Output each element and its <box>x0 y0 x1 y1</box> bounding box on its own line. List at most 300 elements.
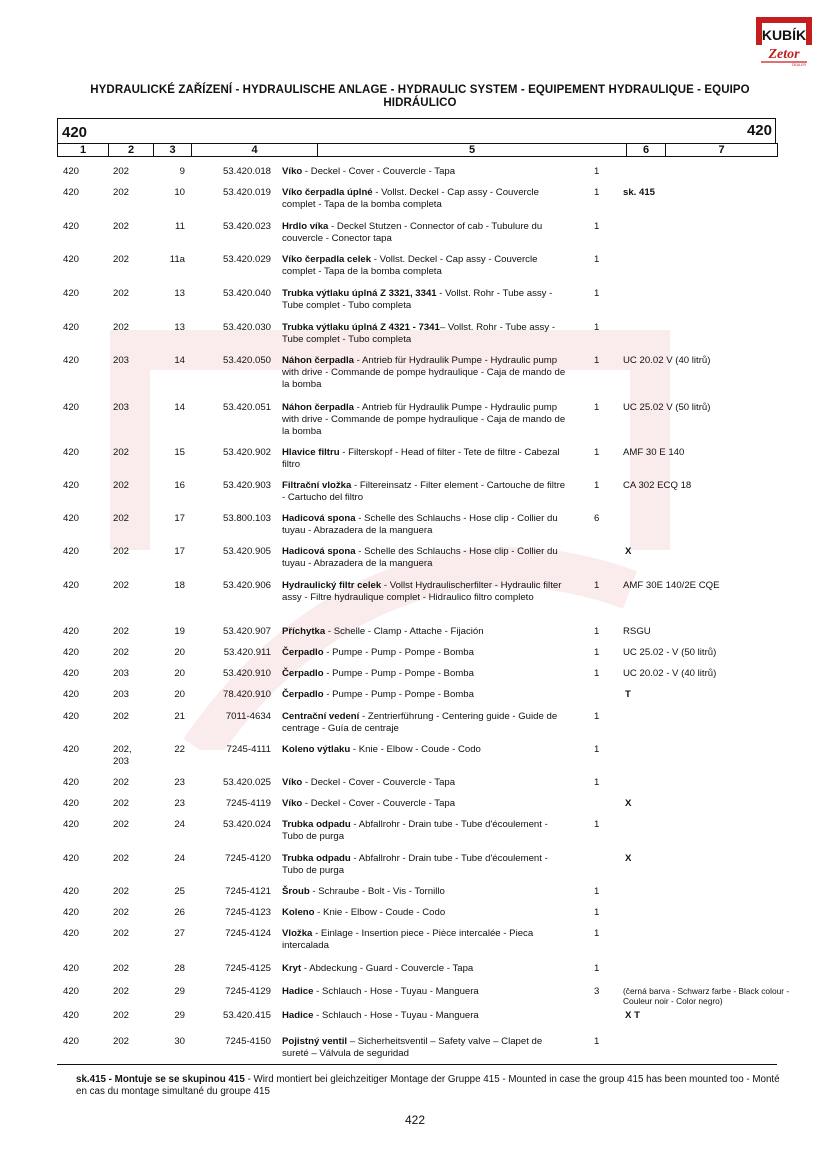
row-group: 420 <box>63 1036 80 1047</box>
footnote <box>76 1074 791 1098</box>
row-group: 420 <box>63 402 80 413</box>
row-subgroup: 202 <box>113 322 130 333</box>
row-quantity: 1 <box>594 626 600 637</box>
row-subgroup: 203 <box>113 689 130 700</box>
row-part-number: 53.420.910 <box>222 668 271 679</box>
row-description-translations: - Deckel - Cover - Couvercle - Tapa <box>302 166 456 177</box>
row-position: 20 <box>174 647 185 658</box>
row-subgroup: 202 <box>113 886 130 897</box>
group-number-left: 420 <box>62 124 88 141</box>
row-part-number: 7245-4123 <box>225 907 271 918</box>
row-group: 420 <box>63 689 80 700</box>
row-description <box>282 221 567 245</box>
row-quantity: 1 <box>594 744 600 755</box>
row-subgroup: 203 <box>113 668 130 679</box>
col-header-6: 6 <box>627 144 666 157</box>
footnote-bold: sk.415 - Montuje se se skupinou 415 <box>76 1074 245 1085</box>
row-part-number: 7245-4119 <box>225 798 271 809</box>
row-part-number: 78.420.910 <box>222 689 271 700</box>
row-description <box>282 288 567 312</box>
row-description-translations: - Pumpe - Pump - Pompe - Bomba <box>323 689 474 700</box>
table-row <box>57 187 777 213</box>
row-note: CA 302 ECQ 18 <box>623 480 692 491</box>
row-subgroup: 202 <box>113 166 130 177</box>
page-number: 422 <box>405 1113 426 1127</box>
row-group: 420 <box>63 447 80 458</box>
row-subgroup: 202 <box>113 187 130 198</box>
row-description-translations: - Vollst. Deckel - Cap assy - Couvercle complet - Tapa de la bomba completa <box>282 187 539 211</box>
col-header-7: 7 <box>666 144 778 157</box>
table-row <box>57 963 777 977</box>
row-description-translations: - Abdeckung - Guard - Couvercle - Tapa <box>301 963 474 974</box>
row-description <box>282 886 567 898</box>
row-group: 420 <box>63 513 80 524</box>
row-description-name: Hadicová spona <box>282 513 356 524</box>
row-description-name: Trubka odpadu <box>282 853 351 864</box>
table-row <box>57 1010 777 1024</box>
page-title: HYDRAULICKÉ ZAŘÍZENÍ - HYDRAULISCHE ANLAGE - HYDRAULIC SYSTEM - EQUIPEMENT HYDRAULIQUE - EQUIPO HIDRÁULICO <box>90 84 750 109</box>
table-row <box>57 254 777 280</box>
row-group: 420 <box>63 928 80 939</box>
col-header-4: 4 <box>192 144 318 157</box>
row-subgroup: 202 <box>113 580 130 591</box>
row-description <box>282 480 567 504</box>
table-row <box>57 986 790 1012</box>
row-group: 420 <box>63 480 80 491</box>
row-part-number: 7011-4634 <box>225 711 271 722</box>
row-description <box>282 513 567 537</box>
row-description-translations: - Schelle des Schlauchs - Hose clip - Collier du tuyau - Abrazadera de la manguera <box>282 513 558 537</box>
row-description-name: Trubka výtlaku úplná Z 3321, 3341 <box>282 288 437 299</box>
row-position: 11a <box>169 254 185 265</box>
row-position: 10 <box>174 187 185 198</box>
table-row <box>57 447 777 473</box>
row-part-number: 53.420.030 <box>222 322 271 333</box>
row-subgroup: 202 <box>113 928 130 939</box>
table-row <box>57 221 777 247</box>
row-part-number: 53.420.029 <box>222 254 271 265</box>
row-description <box>282 254 567 278</box>
row-subgroup: 202 <box>113 288 130 299</box>
row-note: sk. 415 <box>623 187 656 198</box>
row-description <box>282 668 567 680</box>
row-position: 17 <box>174 513 185 524</box>
row-subgroup: 202 <box>113 254 130 265</box>
row-description-translations: - Schlauch - Hose - Tuyau - Manguera <box>313 1010 479 1021</box>
row-description-name: Trubka odpadu <box>282 819 351 830</box>
row-group: 420 <box>63 963 80 974</box>
row-description <box>282 777 567 789</box>
row-description-translations: - Abfallrohr - Drain tube - Tube d'écoulement - Tubo de purga <box>282 819 548 843</box>
row-description <box>282 322 567 346</box>
row-quantity: 1 <box>594 907 600 918</box>
row-position: 22 <box>174 744 185 755</box>
row-part-number: 7245-4150 <box>225 1036 271 1047</box>
row-description-translations: - Filtereinsatz - Filter element - Cartouche de filtre - Cartucho del filtro <box>282 480 566 504</box>
row-position: 30 <box>174 1036 185 1047</box>
col-header-1: 1 <box>58 144 109 157</box>
row-subgroup: 202 <box>113 853 130 864</box>
row-description <box>282 580 567 604</box>
row-group: 420 <box>63 777 80 788</box>
row-description <box>282 986 567 998</box>
row-part-number: 53.420.903 <box>222 480 271 491</box>
row-description-name: Vložka <box>282 928 313 939</box>
row-description-name: Náhon čerpadla <box>282 402 354 413</box>
row-part-number: 53.420.024 <box>222 819 271 830</box>
row-position: 13 <box>174 322 185 333</box>
row-position: 29 <box>174 1010 185 1021</box>
row-quantity: 1 <box>594 447 600 458</box>
row-description <box>282 928 567 952</box>
table-row <box>57 886 777 900</box>
row-quantity: 1 <box>594 711 600 722</box>
table-row <box>57 907 777 921</box>
row-part-number: 7245-4124 <box>225 928 271 939</box>
row-position: 9 <box>179 166 185 177</box>
row-part-number: 53.420.023 <box>222 221 271 232</box>
row-quantity: 1 <box>594 322 600 333</box>
table-row <box>57 513 777 539</box>
row-note: T <box>625 689 631 700</box>
table-row <box>57 711 777 737</box>
row-description-translations: - Deckel - Cover - Couvercle - Tapa <box>302 777 456 788</box>
row-description-name: Příchytka <box>282 626 326 637</box>
row-part-number: 53.420.019 <box>222 187 271 198</box>
row-quantity: 1 <box>594 355 600 366</box>
col-header-2: 2 <box>109 144 154 157</box>
logo-brand: KUBÍK <box>761 27 807 43</box>
col-header-5: 5 <box>318 144 627 157</box>
row-part-number: 53.420.905 <box>222 546 271 557</box>
row-description-name: Koleno <box>282 907 315 918</box>
row-position: 18 <box>174 580 185 591</box>
row-description-name: Šroub <box>282 886 310 897</box>
row-position: 25 <box>174 886 185 897</box>
row-part-number: 7245-4129 <box>225 986 271 997</box>
row-description-name: Čerpadlo <box>282 668 324 679</box>
row-position: 20 <box>174 689 185 700</box>
row-part-number: 53.420.902 <box>222 447 271 458</box>
row-note: UC 25.02 V (50 litrů) <box>623 402 711 413</box>
row-description-translations: - Schraube - Bolt - Vis - Tornillo <box>309 886 445 897</box>
row-description-translations: - Knie - Elbow - Coude - Codo <box>350 744 481 755</box>
row-group: 420 <box>63 853 80 864</box>
row-description <box>282 447 567 471</box>
row-position: 14 <box>174 355 185 366</box>
row-note: X <box>625 546 632 557</box>
row-position: 11 <box>175 221 185 232</box>
row-description-translations: - Schelle - Clamp - Attache - Fijación <box>325 626 484 637</box>
row-description-translations: - Antrieb für Hydraulik Pumpe - Hydraulic pump with drive - Commande de pompe hydraulique - Caja de mando de la bomba <box>282 402 566 438</box>
row-description <box>282 711 567 735</box>
row-group: 420 <box>63 580 80 591</box>
row-quantity: 1 <box>594 166 600 177</box>
row-description-name: Hydraulický filtr celek <box>282 580 382 591</box>
row-subgroup: 202 <box>113 221 130 232</box>
row-description-translations: - Zentrierführung - Centering guide - Guide de centrage - Guía de centraje <box>282 711 558 735</box>
row-description <box>282 907 567 919</box>
row-description-translations: - Deckel Stutzen - Connector of cab - Tubulure du couvercle - Conector tapa <box>282 221 543 245</box>
row-group: 420 <box>63 355 80 366</box>
row-subgroup: 202 <box>113 711 130 722</box>
row-description-name: Víko čerpadla celek <box>282 254 372 265</box>
row-note: AMF 30 E 140 <box>623 447 685 458</box>
table-row <box>57 777 777 791</box>
row-description-name: Víko <box>282 166 303 177</box>
row-description-name: Centrační vedení <box>282 711 360 722</box>
row-description-name: Kryt <box>282 963 302 974</box>
row-position: 20 <box>174 668 185 679</box>
table-row <box>57 647 777 661</box>
row-subgroup: 202 <box>113 907 130 918</box>
group-number-right: 420 <box>746 122 772 139</box>
row-quantity: 1 <box>594 580 600 591</box>
row-group: 420 <box>63 819 80 830</box>
row-subgroup: 203 <box>113 355 130 366</box>
row-group: 420 <box>63 986 80 997</box>
row-part-number: 53.420.907 <box>222 626 271 637</box>
row-description <box>282 166 567 178</box>
column-header <box>57 143 778 157</box>
row-description-name: Hadicová spona <box>282 546 356 557</box>
row-quantity: 1 <box>594 928 600 939</box>
row-note: X <box>625 853 632 864</box>
row-subgroup: 202, 203 <box>113 744 132 768</box>
row-description-translations: - Abfallrohr - Drain tube - Tube d'écoulement - Tubo de purga <box>282 853 548 877</box>
row-quantity: 1 <box>594 288 600 299</box>
row-part-number: 53.420.911 <box>223 647 271 658</box>
row-part-number: 53.420.050 <box>222 355 271 366</box>
row-note: UC 25.02 - V (50 litrů) <box>623 647 717 658</box>
row-part-number: 7245-4120 <box>225 853 271 864</box>
row-subgroup: 203 <box>113 402 130 413</box>
footnote-rest: - Wird montiert bei gleichzeitiger Montage der Gruppe 415 - Mounted in case the group 415 has been mounted too - Monté en cas du montage simultané du groupe 415 <box>76 1074 780 1097</box>
row-note: RSGU <box>623 626 651 637</box>
table-row <box>57 853 777 879</box>
footer-rule <box>57 1064 777 1065</box>
row-group: 420 <box>63 322 80 333</box>
row-position: 28 <box>174 963 185 974</box>
row-description <box>282 689 567 701</box>
row-description <box>282 1036 567 1060</box>
row-position: 13 <box>174 288 185 299</box>
row-part-number: 7245-4121 <box>225 886 271 897</box>
row-part-number: 53.420.018 <box>222 166 271 177</box>
row-subgroup: 202 <box>113 546 130 557</box>
row-subgroup: 202 <box>113 986 130 997</box>
row-description <box>282 626 567 638</box>
row-position: 21 <box>174 711 185 722</box>
row-quantity: 1 <box>594 402 600 413</box>
row-description-name: Trubka výtlaku úplná Z 4321 - 7341 <box>282 322 440 333</box>
row-group: 420 <box>63 647 80 658</box>
row-description <box>282 963 567 975</box>
row-group: 420 <box>63 668 80 679</box>
row-description-translations: – Sicherheitsventil – Safety valve – Clapet de sureté – Válvula de seguridad <box>282 1036 543 1060</box>
row-description-name: Čerpadlo <box>282 689 324 700</box>
row-group: 420 <box>63 187 80 198</box>
row-position: 15 <box>174 447 185 458</box>
row-position: 23 <box>174 798 185 809</box>
row-position: 26 <box>174 907 185 918</box>
row-description-name: Náhon čerpadla <box>282 355 354 366</box>
table-row <box>57 744 777 770</box>
row-description-name: Filtrační vložka <box>282 480 352 491</box>
row-quantity: 1 <box>594 668 600 679</box>
row-note: AMF 30E 140/2E CQE <box>623 580 720 591</box>
row-description <box>282 187 567 211</box>
row-part-number: 53.800.103 <box>222 513 271 524</box>
row-subgroup: 202 <box>113 1036 130 1047</box>
row-description-translations: – Vollst. Rohr - Tube assy - Tube complet - Tubo completa <box>282 322 556 346</box>
row-description-translations: - Vollst. Rohr - Tube assy - Tube complet - Tubo completa <box>282 288 553 312</box>
row-quantity: 3 <box>594 986 600 997</box>
logo-tag: DEALER <box>791 63 807 67</box>
row-group: 420 <box>63 221 80 232</box>
row-description <box>282 798 567 810</box>
row-group: 420 <box>63 886 80 897</box>
row-part-number: 53.420.415 <box>222 1010 271 1021</box>
row-description <box>282 819 567 843</box>
row-part-number: 7245-4125 <box>225 963 271 974</box>
row-description-translations: - Vollst. Deckel - Cap assy - Couvercle complet - Tapa de la bomba completa <box>282 254 538 278</box>
row-quantity: 1 <box>594 1036 600 1047</box>
row-subgroup: 202 <box>113 1010 130 1021</box>
row-note: UC 20.02 V (40 litrů) <box>623 355 711 366</box>
row-position: 24 <box>174 853 185 864</box>
row-part-number: 53.420.025 <box>222 777 271 788</box>
row-quantity: 6 <box>594 513 600 524</box>
row-description <box>282 355 567 392</box>
group-header <box>57 118 776 143</box>
row-quantity: 1 <box>594 221 600 232</box>
row-subgroup: 202 <box>113 626 130 637</box>
row-description-translations: - Vollst Hydraulischerfilter - Hydraulic filter assy - Filtre hydraulique complet - Hidraulico filtro completo <box>282 580 562 604</box>
col-header-3: 3 <box>154 144 192 157</box>
row-group: 420 <box>63 288 80 299</box>
row-subgroup: 202 <box>113 777 130 788</box>
row-description <box>282 744 567 756</box>
row-subgroup: 202 <box>113 819 130 830</box>
row-description-name: Víko čerpadla úplné <box>282 187 373 198</box>
row-description-translations: - Antrieb für Hydraulik Pumpe - Hydraulic pump with drive - Commande de pompe hydraulique - Caja de mando de la bomba <box>282 355 566 391</box>
table-row <box>57 1036 777 1062</box>
row-group: 420 <box>63 744 80 755</box>
row-quantity: 1 <box>594 187 600 198</box>
table-row <box>57 819 777 845</box>
row-note: UC 20.02 - V (40 litrů) <box>623 668 717 679</box>
row-subgroup: 202 <box>113 447 130 458</box>
row-quantity: 1 <box>594 777 600 788</box>
row-quantity: 1 <box>594 963 600 974</box>
row-description-name: Hadice <box>282 986 314 997</box>
table-row <box>57 798 777 812</box>
row-note: X <box>625 798 632 809</box>
row-quantity: 1 <box>594 819 600 830</box>
row-description-name: Víko <box>282 798 303 809</box>
row-description-translations: - Einlage - Insertion piece - Pièce intercalée - Pieca intercalada <box>282 928 534 952</box>
row-subgroup: 202 <box>113 963 130 974</box>
table-row <box>57 322 777 348</box>
table-row <box>57 480 777 506</box>
row-group: 420 <box>63 907 80 918</box>
kubik-zetor-logo <box>755 16 813 68</box>
row-description-translations: - Deckel - Cover - Couvercle - Tapa <box>302 798 456 809</box>
row-part-number: 53.420.051 <box>222 402 271 413</box>
row-description-name: Pojistný ventil <box>282 1036 348 1047</box>
row-note: (černá barva - Schwarz farbe - Black colour - Couleur noir - Color negro) <box>623 986 790 1006</box>
row-position: 17 <box>174 546 185 557</box>
logo-sub: Zetor <box>768 47 800 62</box>
table-row <box>57 402 777 442</box>
row-subgroup: 202 <box>113 647 130 658</box>
row-description-name: Hlavice filtru <box>282 447 340 458</box>
row-subgroup: 202 <box>113 513 130 524</box>
row-quantity: 1 <box>594 886 600 897</box>
row-description-translations: - Pumpe - Pump - Pompe - Bomba <box>323 668 474 679</box>
row-subgroup: 202 <box>113 798 130 809</box>
row-description-name: Hadice <box>282 1010 314 1021</box>
table-row <box>57 546 777 572</box>
row-quantity: 1 <box>594 647 600 658</box>
row-description-name: Hrdlo víka <box>282 221 329 232</box>
row-quantity: 1 <box>594 480 600 491</box>
row-description-translations: - Schlauch - Hose - Tuyau - Manguera <box>313 986 479 997</box>
row-description <box>282 546 567 570</box>
row-description <box>282 853 567 877</box>
table-row <box>57 928 777 954</box>
table-row <box>57 668 777 682</box>
row-description-name: Koleno výtlaku <box>282 744 351 755</box>
row-description-translations: - Pumpe - Pump - Pompe - Bomba <box>323 647 474 658</box>
row-position: 29 <box>174 986 185 997</box>
row-description-name: Čerpadlo <box>282 647 324 658</box>
row-part-number: 53.420.906 <box>222 580 271 591</box>
table-row <box>57 580 777 620</box>
row-group: 420 <box>63 711 80 722</box>
row-description-name: Víko <box>282 777 303 788</box>
row-group: 420 <box>63 626 80 637</box>
row-description <box>282 647 567 659</box>
row-note: X T <box>625 1010 640 1021</box>
row-description-translations: - Filterskopf - Head of filter - Tete de filtre - Cabezal filtro <box>282 447 560 471</box>
row-group: 420 <box>63 166 80 177</box>
row-description-translations: - Schelle des Schlauchs - Hose clip - Collier du tuyau - Abrazadera de la manguera <box>282 546 558 570</box>
table-row <box>57 355 777 395</box>
row-quantity: 1 <box>594 254 600 265</box>
row-part-number: 7245-4111 <box>226 744 271 755</box>
row-position: 27 <box>174 928 185 939</box>
row-description <box>282 402 567 439</box>
row-description-translations: - Knie - Elbow - Coude - Codo <box>314 907 446 918</box>
row-position: 19 <box>174 626 185 637</box>
row-group: 420 <box>63 1010 80 1021</box>
table-row <box>57 626 777 640</box>
row-position: 24 <box>174 819 185 830</box>
table-row <box>57 288 777 314</box>
row-position: 23 <box>174 777 185 788</box>
row-group: 420 <box>63 254 80 265</box>
row-group: 420 <box>63 546 80 557</box>
row-description <box>282 1010 567 1022</box>
row-group: 420 <box>63 798 80 809</box>
row-position: 14 <box>174 402 185 413</box>
row-part-number: 53.420.040 <box>222 288 271 299</box>
table-row <box>57 166 777 180</box>
table-row <box>57 689 777 703</box>
row-position: 16 <box>174 480 185 491</box>
